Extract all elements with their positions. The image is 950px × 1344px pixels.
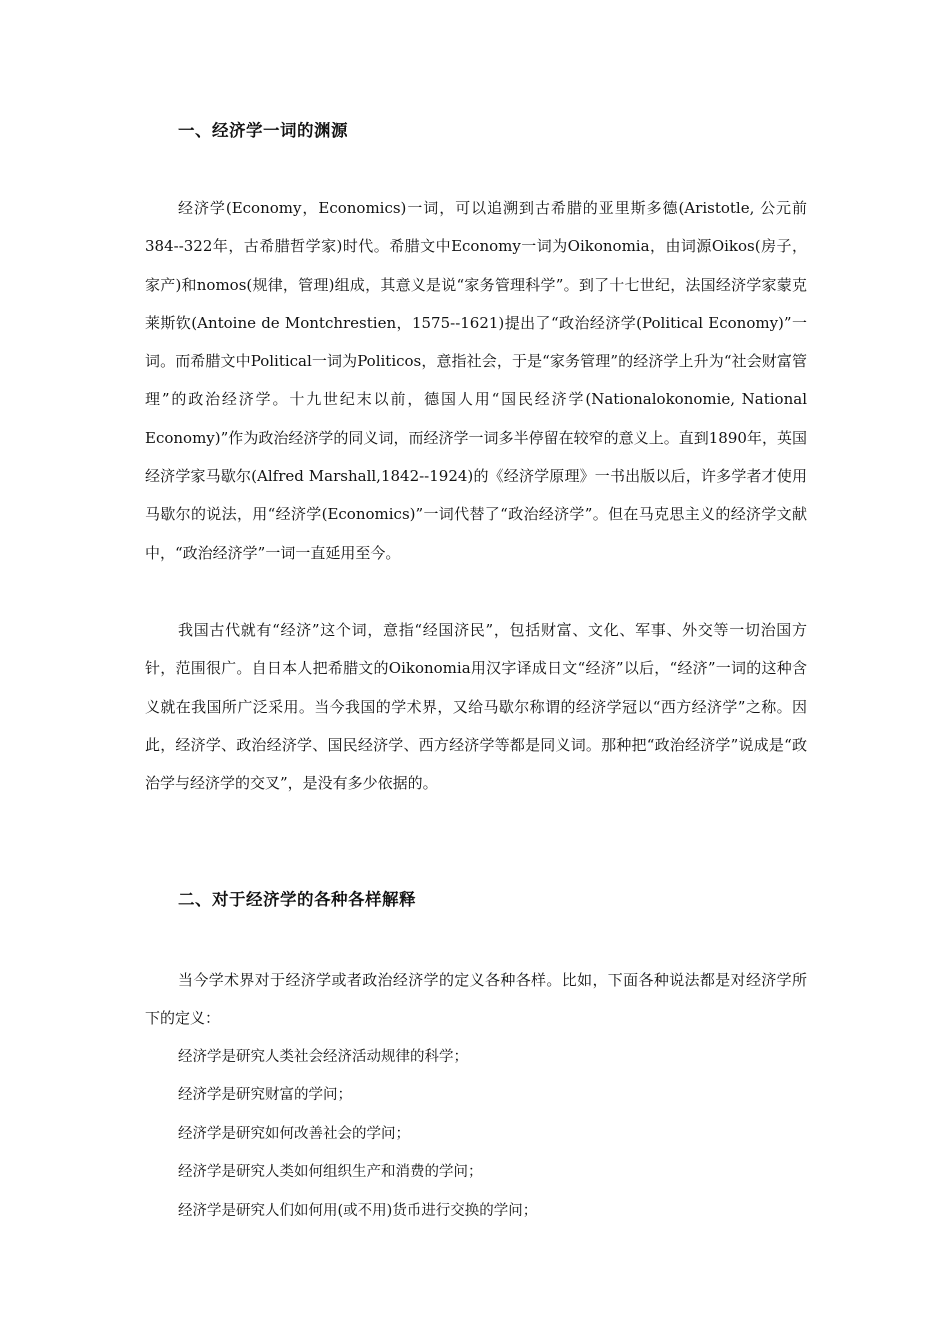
definition-item: 经济学是研究财富的学问； [178,1087,352,1104]
definition-item: 经济学是研究人类如何组织生产和消费的学问； [178,1164,483,1181]
definition-item: 经济学是研究人类社会经济活动规律的科学； [178,1049,468,1065]
definition-item: 经济学是研究人们如何用(或不用)货币进行交换的学问； [178,1202,538,1219]
definition-list [178,1038,537,1230]
section-2-paragraph-1: 当今学术界对于经济学或者政治经济学的定义各种各样。比如，下面各种说法都是对经济学所下的定义： [145,971,807,1028]
section-1-heading: 一、经济学一词的渊源 [178,121,348,140]
section-2-heading: 二、对于经济学的各种各样解释 [178,890,416,909]
section-1-paragraph-2: 我国古代就有“经济”这个词，意指“经国济民”，包括财富、文化、军事、外交等一切治国方针，范围很广。自日本人把希腊文的Oikonomia用汉字译成日文“经济”以后，“经济”一词的这种含义就在我国所广泛采用。当今我国的学术界，又给马歇尔称谓的经济学冠以“西方经济学”之称。因此，经济学、政治经济学、国民经济学、西方经济学等都是同义词。那种把“政治经济学”说成是“政治学与经济学的交叉”，是没有多少依据的。 [145,621,807,793]
section-1-paragraph-1: 经济学(Economy，Economics)一词，可以追溯到古希腊的亚里斯多德(Aristotle, 公元前384--322年，古希腊哲学家)时代。希腊文中Economy一词为Oikonomia，由词源Oikos(房子，家产)和nomos(规律，管理)组成，其意义是说“家务管理科学”。到了十七世纪，法国经济学家蒙克莱斯钦(Antoine de Montchrestien，1575--1621)提出了“政治经济学(Political Economy)”一词。而希腊文中Political一词为Politicos，意指社会，于是“家务管理”的经济学上升为“社会财富管理”的政治经济学。十九世纪末以前，德国人用“国民经济学(Nationalokonomie, National Economy)”作为政治经济学的同义词，而经济学一词多半停留在较窄的意义上。直到1890年，英国经济学家马歇尔(Alfred Marshall,1842--1924)的《经济学原理》一书出版以后，许多学者才使用马歇尔的说法，用“经济学(Economics)”一词代替了“政治经济学”。但在马克思主义的经济学文献中，“政治经济学”一词一直延用至今。 [145,199,807,562]
definition-item: 经济学是研究如何改善社会的学问； [178,1125,410,1142]
